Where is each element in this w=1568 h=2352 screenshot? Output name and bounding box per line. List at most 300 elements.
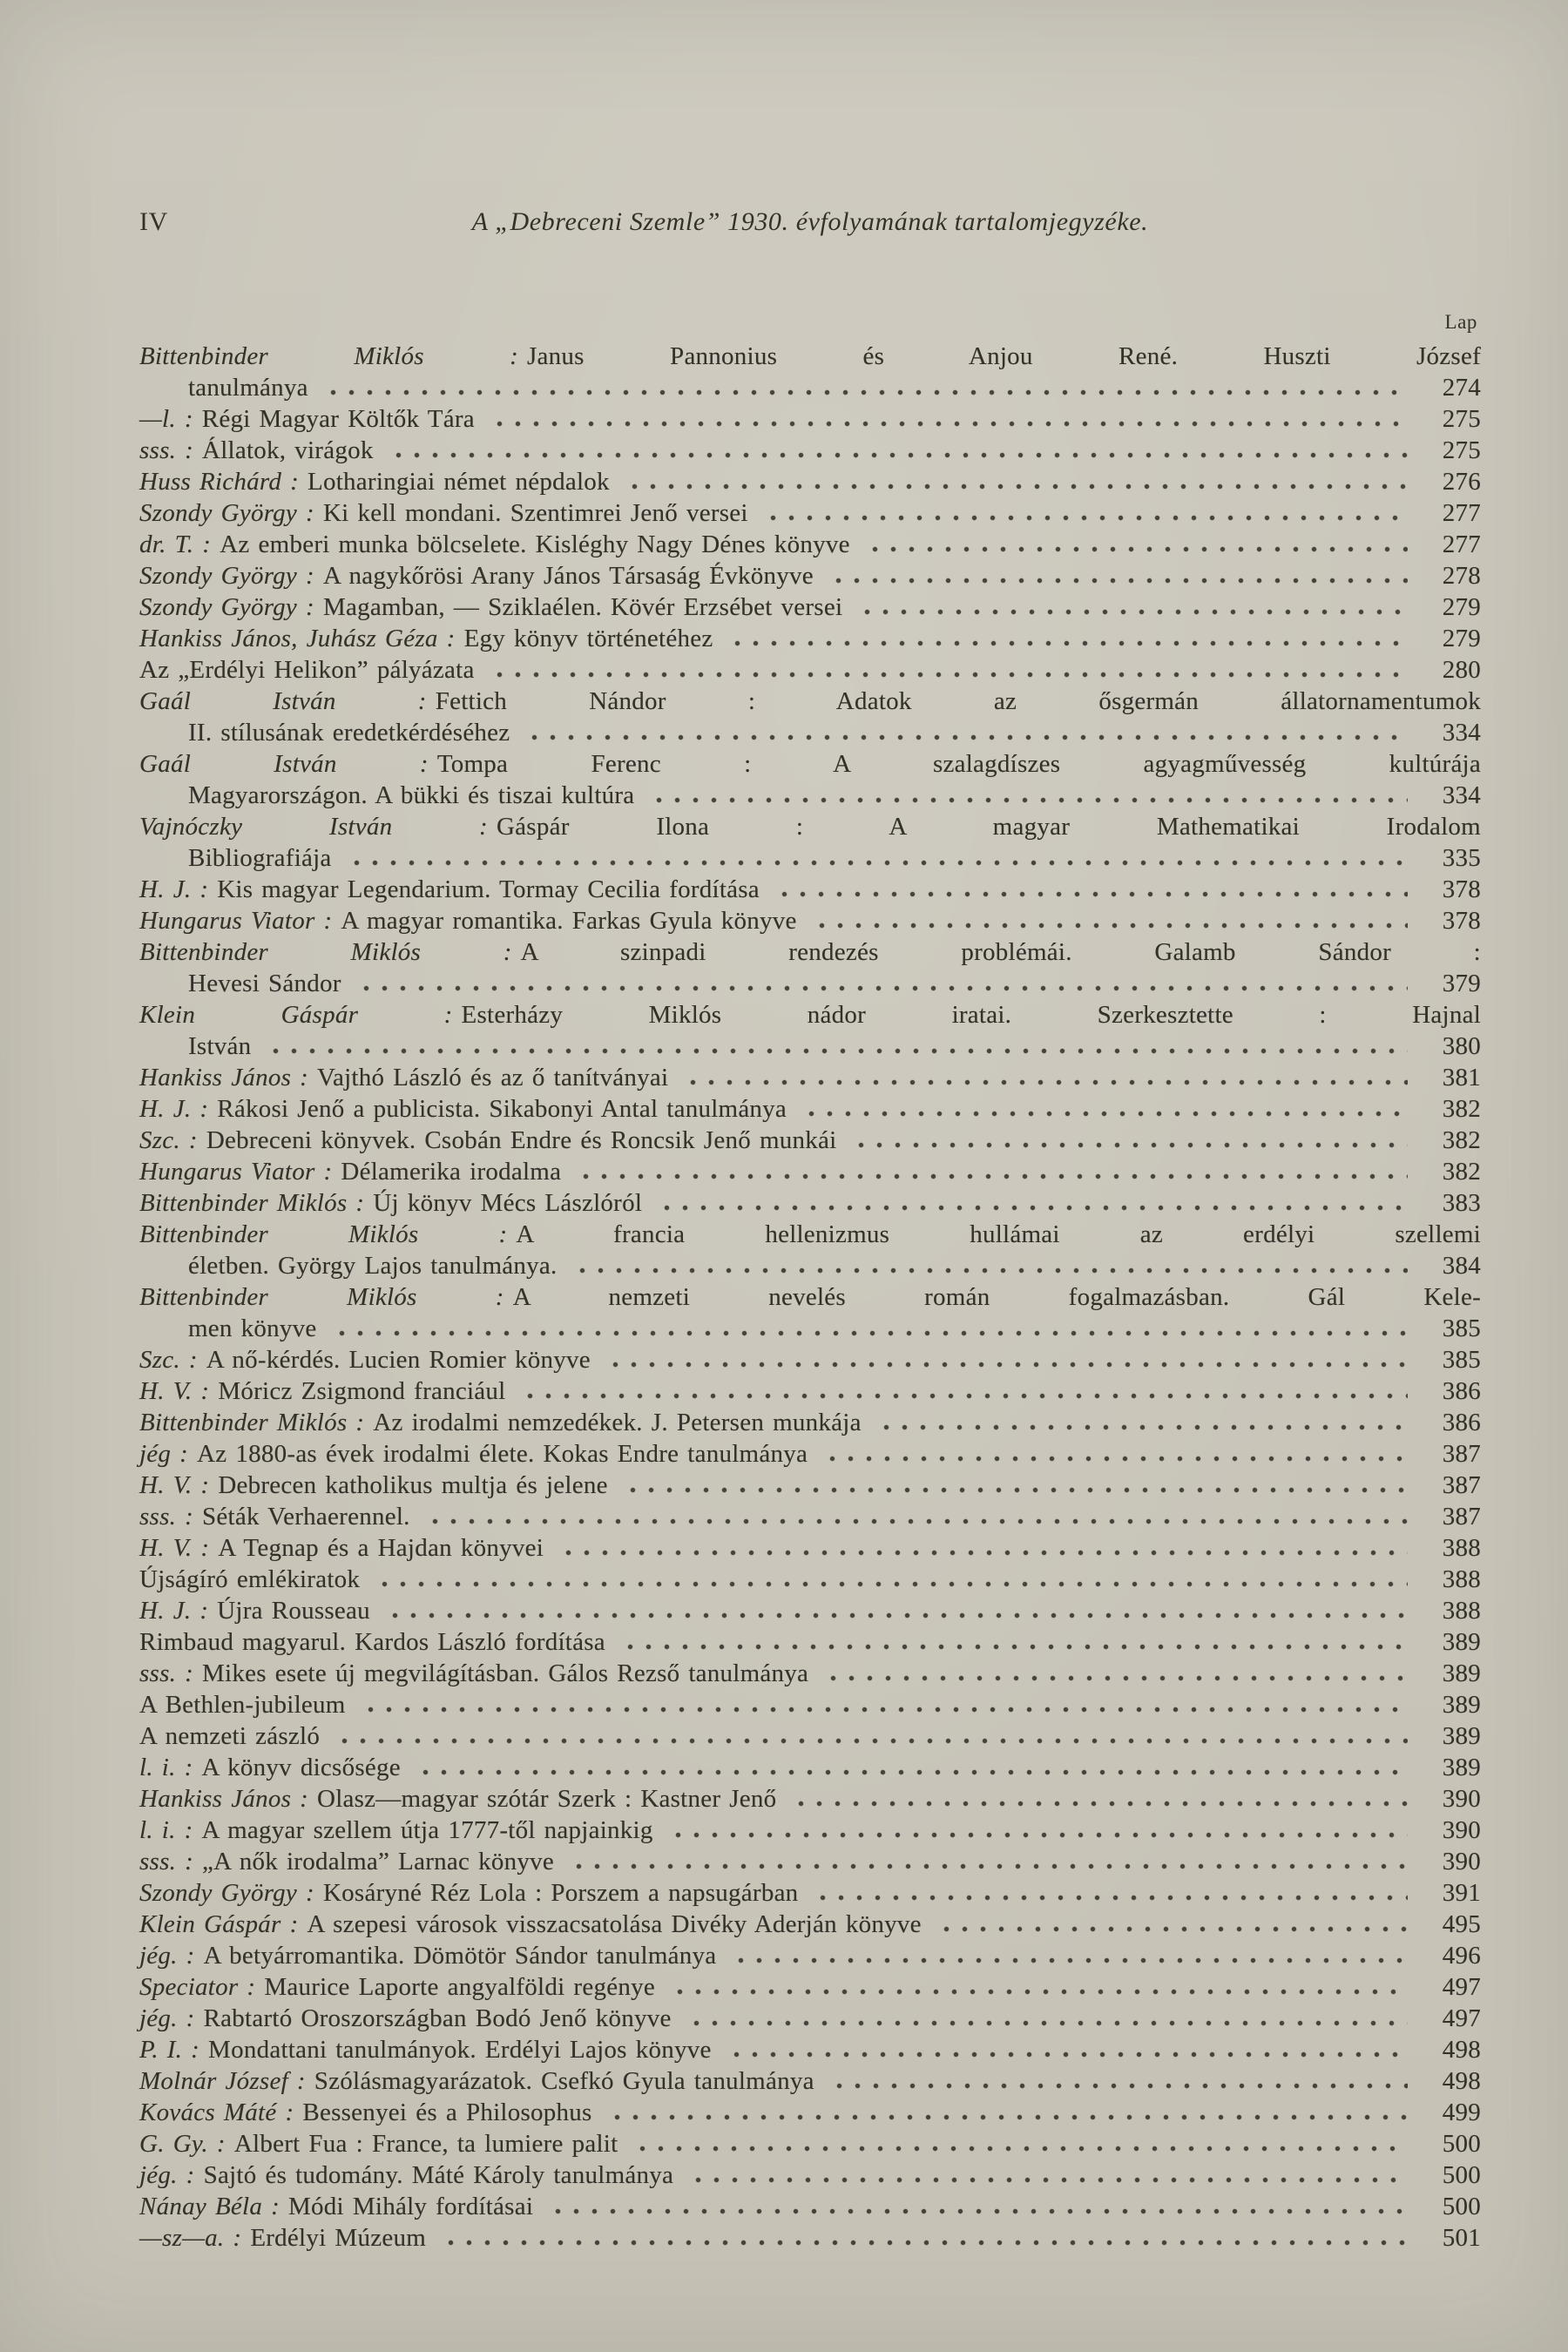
entry-line — [139, 466, 1481, 497]
entry-line — [139, 654, 1481, 686]
entry-author: Klein Gáspár : — [139, 1910, 299, 1938]
entry-page-number: 385 — [1442, 1346, 1481, 1374]
entry-line — [139, 1909, 1481, 1940]
entry-line — [139, 2065, 1481, 2097]
dot-leader — [426, 1517, 1408, 1526]
entry-title: Szólásmagyarázatok. Csefkó Gyula tanulmánya — [314, 2067, 814, 2095]
entry-title: Bessenyei és a Philosophus — [302, 2099, 592, 2126]
entry-text — [139, 1344, 591, 1375]
entry-title: Újra Rousseau — [217, 1597, 370, 1625]
entry-text — [139, 1720, 320, 1752]
entry-title: A magyar romantika. Farkas Gyula könyve — [341, 907, 797, 935]
entry-line-continuation — [139, 968, 1481, 999]
entry-title: Tompa Ferenc : A szalagdíszes agyagművesség kultúrája — [436, 750, 1481, 778]
entry-page-number: 498 — [1442, 2036, 1481, 2064]
dot-leader — [375, 1579, 1408, 1589]
dot-leader — [764, 513, 1408, 523]
toc-entry — [139, 1940, 1481, 1971]
dot-leader — [490, 419, 1408, 429]
entry-title: Esterházy Miklós nádor iratai. Szerkesztette : Hajnal — [461, 1001, 1481, 1029]
entry-text — [139, 529, 850, 560]
entry-text — [139, 1375, 505, 1407]
entry-author: Bittenbinder Miklós : — [139, 938, 512, 966]
entry-line — [139, 1187, 1481, 1219]
entry-page-number: 277 — [1442, 499, 1481, 527]
entry-line — [139, 2191, 1481, 2222]
entry-text — [139, 905, 797, 936]
entry-text — [139, 591, 842, 623]
entry-author: —sz—a. : — [139, 2224, 242, 2252]
entry-title: Ki kell mondani. Szentimrei Jenő versei — [322, 499, 748, 527]
entry-author: Bittenbinder Miklós : — [139, 342, 519, 370]
entry-author: G. Gy. : — [139, 2130, 226, 2158]
entry-text — [139, 2097, 592, 2128]
toc-entry — [139, 1909, 1481, 1940]
entry-title: Mikes esete új megvilágításban. Gálos Rezső tanulmánya — [202, 1659, 809, 1687]
entry-title: Albert Fua : France, ta lumiere palit — [233, 2130, 618, 2158]
entry-author: H. J. : — [139, 875, 209, 903]
entry-line-continuation — [139, 780, 1481, 811]
entry-page-number: 276 — [1442, 468, 1481, 496]
toc-entry — [139, 1501, 1481, 1532]
toc-entry — [139, 1532, 1481, 1564]
entry-page-number: 383 — [1442, 1189, 1481, 1217]
entry-line — [139, 341, 1481, 372]
dot-leader — [559, 1548, 1408, 1558]
entry-title-continuation: életben. György Lajos tanulmánya. — [188, 1252, 558, 1280]
entry-line — [139, 811, 1481, 842]
entry-page-number: 387 — [1442, 1471, 1481, 1499]
dot-leader — [813, 921, 1408, 930]
entry-text — [139, 780, 634, 811]
dot-leader — [684, 1078, 1408, 1087]
dot-leader — [650, 795, 1408, 805]
entry-text — [139, 1940, 716, 1971]
entry-author: sss. : — [139, 436, 194, 464]
entry-page-number: 495 — [1442, 1910, 1481, 1938]
entry-line — [139, 874, 1481, 905]
entry-page-number: 277 — [1442, 531, 1481, 558]
dot-leader — [775, 889, 1408, 899]
entry-line-continuation — [139, 372, 1481, 403]
entry-page-number: 334 — [1442, 781, 1481, 809]
entry-text — [139, 999, 1481, 1031]
dot-leader — [324, 388, 1408, 397]
entry-text — [139, 1877, 798, 1909]
dot-leader — [577, 1172, 1408, 1181]
entry-page-number: 498 — [1442, 2067, 1481, 2095]
dot-leader — [802, 1109, 1408, 1119]
entry-text — [139, 2222, 426, 2254]
entry-title: A francia hellenizmus hullámai az erdélyi szellemi — [516, 1220, 1481, 1248]
entry-title: Sajtó és tudomány. Máté Károly tanulmánya — [203, 2161, 674, 2189]
entry-title: Egy könyv történetéhez — [463, 625, 713, 652]
dot-leader — [335, 1736, 1408, 1746]
toc-entry — [139, 874, 1481, 905]
entry-author: Szondy György : — [139, 499, 314, 527]
dot-leader — [570, 1862, 1408, 1871]
entry-line — [139, 1532, 1481, 1564]
toc-entry — [139, 1438, 1481, 1470]
entry-line — [139, 435, 1481, 466]
toc-entry — [139, 497, 1481, 529]
dot-leader — [658, 1203, 1408, 1213]
entry-page-number: 499 — [1442, 2099, 1481, 2126]
toc-entry — [139, 2128, 1481, 2159]
entry-line — [139, 1156, 1481, 1187]
dot-leader — [830, 2081, 1408, 2091]
entry-text — [139, 842, 332, 874]
entry-title: Délamerika irodalma — [341, 1158, 562, 1186]
entry-title-continuation: tanulmánya — [188, 374, 308, 402]
entry-page-number: 275 — [1442, 405, 1481, 433]
entry-text — [139, 1250, 558, 1281]
entry-line — [139, 2128, 1481, 2159]
entry-text — [139, 2034, 712, 2065]
dot-leader — [866, 544, 1408, 554]
entry-title: Vajthó László és az ő tanítványai — [317, 1064, 669, 1092]
dot-leader — [625, 482, 1408, 491]
entry-author: H. J. : — [139, 1597, 209, 1625]
page-number: IV — [139, 207, 168, 236]
entry-page-number: 278 — [1442, 562, 1481, 590]
entry-title: Gáspár Ilona : A magyar Mathematikai Irodalom — [496, 813, 1481, 841]
entry-line — [139, 1877, 1481, 1909]
entry-line — [139, 1971, 1481, 2003]
entry-text — [139, 748, 1481, 780]
entry-text — [139, 466, 610, 497]
entry-author: H. J. : — [139, 1095, 209, 1123]
entry-author: Hankiss János, Juhász Géza : — [139, 625, 456, 652]
dot-leader — [333, 1328, 1408, 1338]
dot-leader — [357, 983, 1408, 993]
entry-page-number: 500 — [1442, 2130, 1481, 2158]
entry-page-number: 384 — [1442, 1252, 1481, 1280]
toc-entry — [139, 529, 1481, 560]
toc-entry — [139, 2065, 1481, 2097]
dot-leader — [669, 1830, 1408, 1840]
entry-page-number: 389 — [1442, 1659, 1481, 1687]
dot-leader — [348, 858, 1408, 868]
entry-author: P. I. : — [139, 2036, 200, 2064]
entry-text — [139, 1626, 605, 1658]
entry-page-number: 390 — [1442, 1785, 1481, 1813]
entry-text — [139, 560, 814, 591]
entry-line — [139, 1093, 1481, 1125]
toc-entry — [139, 1344, 1481, 1375]
entry-text — [139, 1783, 776, 1815]
entry-line — [139, 1846, 1481, 1877]
toc-entry — [139, 1815, 1481, 1846]
entry-page-number: 389 — [1442, 1691, 1481, 1719]
entry-author: Klein Gáspár : — [139, 1001, 453, 1029]
entry-text — [139, 623, 713, 654]
entry-author: H. V. : — [139, 1377, 210, 1405]
entry-title: Az 1880-as évek irodalmi élete. Kokas Endre tanulmánya — [197, 1440, 808, 1468]
entry-line — [139, 529, 1481, 560]
entry-author: Vajnóczky István : — [139, 813, 488, 841]
dot-leader — [823, 1454, 1408, 1463]
dot-leader — [525, 733, 1408, 742]
dot-leader — [606, 1360, 1408, 1369]
entry-text — [139, 1689, 346, 1720]
entry-line — [139, 1407, 1481, 1438]
entry-title: Erdélyi Múzeum — [250, 2224, 427, 2252]
entry-line — [139, 1438, 1481, 1470]
entry-line — [139, 403, 1481, 435]
entry-text — [139, 1281, 1481, 1313]
entry-line — [139, 1344, 1481, 1375]
entry-author: Bittenbinder Miklós : — [139, 1189, 365, 1217]
toc-entry — [139, 1062, 1481, 1093]
entry-page-number: 389 — [1442, 1722, 1481, 1750]
entry-title-continuation: Hevesi Sándor — [188, 970, 341, 997]
toc-entry — [139, 1783, 1481, 1815]
toc-entry — [139, 1187, 1481, 1219]
toc-entry — [139, 2097, 1481, 2128]
entry-author: Bittenbinder Miklós : — [139, 1283, 504, 1311]
entry-text — [139, 1846, 554, 1877]
entry-author: Hankiss János : — [139, 1064, 309, 1092]
toc-entry — [139, 905, 1481, 936]
entry-author: Bittenbinder Miklós : — [139, 1409, 365, 1436]
toc-entry — [139, 1595, 1481, 1626]
entry-author: Hungarus Viator : — [139, 1158, 333, 1186]
entry-author: H. V. : — [139, 1534, 210, 1562]
entry-line — [139, 1125, 1481, 1156]
entry-title: Rabtartó Oroszországban Bodó Jenő könyve — [203, 2004, 672, 2032]
entry-title: Mondattani tanulmányok. Erdélyi Lajos könyve — [208, 2036, 712, 2064]
entry-page-number: 390 — [1442, 1848, 1481, 1876]
entry-text — [139, 811, 1481, 842]
entry-line — [139, 1219, 1481, 1250]
dot-leader — [416, 1767, 1408, 1777]
entry-title: Rimbaud magyarul. Kardos László fordítása — [139, 1628, 605, 1656]
entry-text — [139, 435, 374, 466]
dot-leader — [521, 1391, 1408, 1401]
entry-text — [139, 717, 510, 748]
entry-title: Az „Erdélyi Helikon” pályázata — [139, 656, 475, 684]
entry-author: Gaál István : — [139, 687, 427, 715]
entry-page-number: 382 — [1442, 1158, 1481, 1186]
toc-entry — [139, 1219, 1481, 1281]
entry-title: A nagykőrösi Arany János Társaság Évkönyve — [322, 562, 814, 590]
dot-leader — [621, 1642, 1408, 1652]
entry-author: dr. T. : — [139, 531, 212, 558]
entry-title: „A nők irodalma” Larnac könyve — [202, 1848, 555, 1876]
entry-text — [139, 1971, 655, 2003]
entry-text — [139, 2065, 814, 2097]
entry-text — [139, 1470, 608, 1501]
entry-line — [139, 1595, 1481, 1626]
toc-entry — [139, 2191, 1481, 2222]
toc-entry — [139, 591, 1481, 623]
toc-entry — [139, 2034, 1481, 2065]
entry-page-number: 385 — [1442, 1315, 1481, 1342]
entry-line — [139, 748, 1481, 780]
dot-leader — [689, 2175, 1408, 2185]
entry-line-continuation — [139, 717, 1481, 748]
dot-leader — [671, 1987, 1408, 1997]
entry-text — [139, 1031, 251, 1062]
entry-author: Hankiss János : — [139, 1785, 309, 1813]
entry-title: Debreceni könyvek. Csobán Endre és Roncsik Jenő munkái — [206, 1126, 837, 1154]
entry-author: jég. : — [139, 1942, 195, 1970]
entry-line — [139, 936, 1481, 968]
entry-text — [139, 1501, 410, 1532]
entry-text — [139, 968, 341, 999]
entry-text — [139, 2003, 672, 2034]
entry-author: jég. : — [139, 2004, 195, 2032]
toc-entry — [139, 1846, 1481, 1877]
entry-page-number: 382 — [1442, 1126, 1481, 1154]
entry-text — [139, 686, 1481, 717]
entry-page-number: 389 — [1442, 1754, 1481, 1781]
dot-leader — [362, 1705, 1408, 1714]
entry-page-number: 387 — [1442, 1503, 1481, 1531]
entry-line — [139, 2003, 1481, 2034]
toc-entry — [139, 1470, 1481, 1501]
entry-line — [139, 1375, 1481, 1407]
entry-title: A szinpadi rendezés problémái. Galamb Sándor : — [520, 938, 1481, 966]
entry-text — [139, 341, 1481, 372]
entry-text — [139, 1752, 401, 1783]
entry-page-number: 497 — [1442, 1973, 1481, 2001]
entry-title: A nemzeti zászló — [139, 1722, 321, 1750]
entry-line — [139, 1626, 1481, 1658]
toc-entry — [139, 936, 1481, 999]
entry-line-continuation — [139, 1313, 1481, 1344]
toc-entry — [139, 1658, 1481, 1689]
entry-text — [139, 497, 748, 529]
entry-title: A nemzeti nevelés román fogalmazásban. Gál Kele- — [512, 1283, 1481, 1311]
entry-title: Lotharingiai német népdalok — [308, 468, 610, 496]
entry-page-number: 500 — [1442, 2161, 1481, 2189]
dot-leader — [386, 1611, 1408, 1620]
entry-author: H. V. : — [139, 1471, 210, 1499]
entry-title: Új könyv Mécs Lászlóról — [373, 1189, 643, 1217]
entry-line-continuation — [139, 1031, 1481, 1062]
entry-text — [139, 1658, 808, 1689]
dot-leader — [442, 2238, 1408, 2247]
entry-author: Nánay Béla : — [139, 2193, 280, 2220]
toc-entry — [139, 1720, 1481, 1752]
toc-entry — [139, 341, 1481, 403]
toc-entry — [139, 2003, 1481, 2034]
entry-text — [139, 403, 475, 435]
entry-line — [139, 623, 1481, 654]
entry-text — [139, 1156, 561, 1187]
dot-leader — [267, 1046, 1408, 1056]
entry-text — [139, 1062, 668, 1093]
toc-list — [139, 341, 1481, 2254]
entry-title: Kosáryné Réz Lola : Porszem a napsugárban — [322, 1879, 799, 1907]
toc-entry — [139, 1407, 1481, 1438]
entry-page-number: 388 — [1442, 1597, 1481, 1625]
entry-title: Olasz—magyar szótár Szerk : Kastner Jenő — [317, 1785, 777, 1813]
entry-text — [139, 2191, 533, 2222]
entry-text — [139, 2128, 618, 2159]
entry-title: Állatok, virágok — [202, 436, 374, 464]
entry-author: Huss Richárd : — [139, 468, 300, 496]
entry-author: —l. : — [139, 405, 193, 433]
toc-entry — [139, 1093, 1481, 1125]
dot-leader — [814, 1893, 1408, 1903]
entry-author: Bittenbinder Miklós : — [139, 1220, 508, 1248]
toc-entry — [139, 1626, 1481, 1658]
entry-line — [139, 2222, 1481, 2254]
entry-page-number: 496 — [1442, 1942, 1481, 1970]
entry-author: Szc. : — [139, 1346, 198, 1374]
toc-entry — [139, 1564, 1481, 1595]
entry-title: A betyárromantika. Dömötör Sándor tanulmánya — [203, 1942, 717, 1970]
entry-author: Szondy György : — [139, 562, 314, 590]
entry-line — [139, 686, 1481, 717]
entry-author: l. i. : — [139, 1816, 193, 1844]
entry-author: sss. : — [139, 1503, 194, 1531]
entry-page-number: 334 — [1442, 719, 1481, 747]
entry-title: Móricz Zsigmond franciául — [218, 1377, 506, 1405]
toc-entry — [139, 466, 1481, 497]
dot-leader — [728, 639, 1408, 648]
entry-title: Janus Pannonius és Anjou René. Huszti József — [527, 342, 1481, 370]
entry-line — [139, 1501, 1481, 1532]
entry-author: Kovács Máté : — [139, 2099, 294, 2126]
entry-page-number: 380 — [1442, 1032, 1481, 1060]
entry-text — [139, 1815, 653, 1846]
entry-title: A könyv dicsősége — [201, 1754, 401, 1781]
entry-title: Az irodalmi nemzedékek. J. Petersen munkája — [373, 1409, 862, 1436]
toc-entry — [139, 811, 1481, 874]
entry-page-number: 279 — [1442, 593, 1481, 621]
entry-page-number: 501 — [1442, 2224, 1481, 2252]
entry-line — [139, 1689, 1481, 1720]
toc-entry — [139, 999, 1481, 1062]
dot-leader — [877, 1423, 1408, 1432]
entry-page-number: 378 — [1442, 875, 1481, 903]
dot-leader — [792, 1799, 1408, 1808]
entry-page-number: 279 — [1442, 625, 1481, 652]
toc-entry — [139, 1752, 1481, 1783]
entry-line — [139, 999, 1481, 1031]
entry-title-continuation: men könyve — [188, 1315, 317, 1342]
entry-author: Speciator : — [139, 1973, 256, 2001]
toc-entry — [139, 403, 1481, 435]
dot-leader — [727, 2050, 1408, 2059]
toc-entry — [139, 686, 1481, 748]
dot-leader — [824, 1673, 1408, 1683]
entry-title: A Tegnap és a Hajdan könyvei — [218, 1534, 544, 1562]
entry-line — [139, 1940, 1481, 1971]
entry-text — [139, 1187, 642, 1219]
entry-line — [139, 1720, 1481, 1752]
entry-page-number: 382 — [1442, 1095, 1481, 1123]
entry-page-number: 335 — [1442, 844, 1481, 872]
entry-title: Kis magyar Legendarium. Tormay Cecilia fordítása — [217, 875, 760, 903]
entry-page-number: 381 — [1442, 1064, 1481, 1092]
toc-entry — [139, 560, 1481, 591]
toc-entry — [139, 1125, 1481, 1156]
entry-page-number: 274 — [1442, 374, 1481, 402]
entry-title: Az emberi munka bölcselete. Kisléghy Nagy Dénes könyve — [220, 531, 850, 558]
entry-text — [139, 874, 760, 905]
dot-leader — [608, 2112, 1408, 2122]
entry-author: jég. : — [139, 2161, 195, 2189]
entry-title: Debrecen katholikus multja és jelene — [218, 1471, 608, 1499]
entry-title-continuation: István — [188, 1032, 252, 1060]
dot-leader — [829, 576, 1408, 585]
entry-page-number: 386 — [1442, 1409, 1481, 1436]
